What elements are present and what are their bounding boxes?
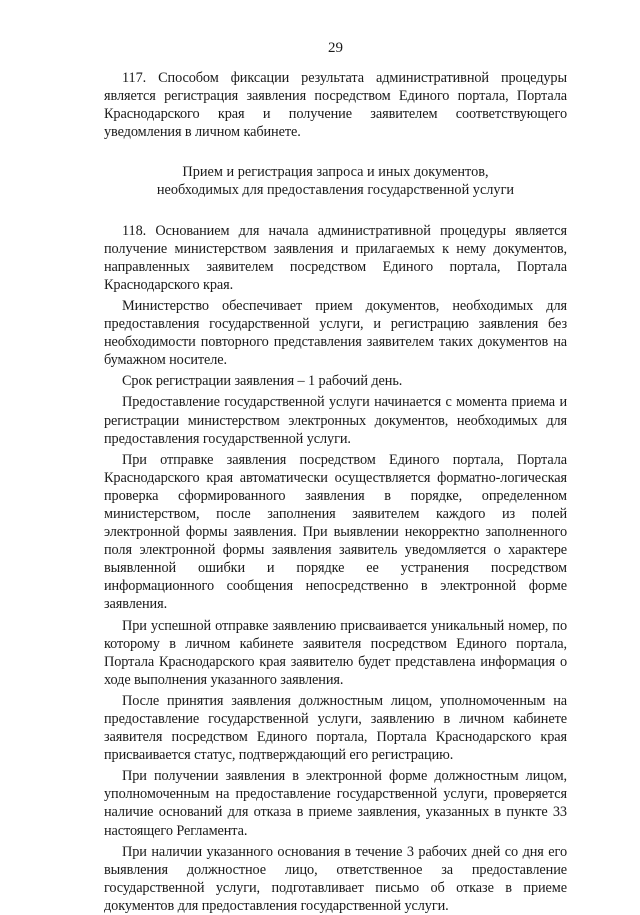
paragraph-document-acceptance: Министерство обеспечивает прием документов, необходимых для предоставления государственной услуги, и регистрацию заявления без необходимости повторного представления заявителем таких документов на бумажном носителе. — [104, 297, 567, 369]
paragraph-117: 117. Способом фиксации результата административной процедуры является регистрация заявления посредством Единого портала, Портала Краснодарского края и получение заявителем соответствующего уведомления в личном кабинете. — [104, 70, 567, 141]
paragraph-format-check: При отправке заявления посредством Единого портала, Портала Краснодарского края автоматически осуществляется форматно-логическая проверка сформированного заявления в порядке, определенном министерством, после заполнения заявителем каждого из полей электронной формы заявления. При выявлении некорректно заполненного поля электронной формы заявления заявитель уведомляется о характере выявленной ошибки и порядке ее устранения посредством информационного сообщения непосредственно в электронной форме заявления. — [104, 451, 567, 613]
paragraph-118: 118. Основанием для начала административной процедуры является получение министерством заявления и прилагаемых к нему документов, направленных заявителем посредством Единого портала, Портала Краснодарского края. — [104, 222, 567, 293]
section-heading-line-1: Прием и регистрация запроса и иных документов, — [182, 164, 489, 181]
page-number: 29 — [328, 40, 343, 56]
paragraph-refusal-grounds-check: При получении заявления в электронной форме должностным лицом, уполномоченным на предоставление государственной услуги, проверяется наличие оснований для отказа в приеме заявления, указанных в пункте 33 настоящего Регламента. — [104, 768, 567, 839]
paragraph-unique-number: При успешной отправке заявлению присваивается уникальный номер, по которому в личном кабинете заявителя посредством Единого портала, Портала Краснодарского края заявителю будет представлена информация о ходе выполнения указанного заявления. — [104, 617, 567, 688]
paragraph-registration-term: Срок регистрации заявления – 1 рабочий день. — [122, 373, 403, 390]
paragraph-status-assignment: После принятия заявления должностным лицом, уполномоченным на предоставление государственной услуги, заявлению в личном кабинете заявителя посредством Единого портала, Портала Краснодарского края присваивается статус, подтверждающий его регистрацию. — [104, 692, 567, 764]
paragraph-service-start: Предоставление государственной услуги начинается с момента приема и регистрации министерством электронных документов, необходимых для предоставления государственной услуги. — [104, 394, 567, 447]
section-heading-line-2: необходимых для предоставления государственной услуги — [156, 182, 515, 199]
section-heading — [104, 163, 567, 199]
paragraph-refusal-letter: При наличии указанного основания в течение 3 рабочих дней со дня его выявления должностное лицо, ответственное за предоставление государственной услуги, подготавливает письмо об отказе в приеме документов для предоставления государственной услуги. — [104, 843, 567, 914]
